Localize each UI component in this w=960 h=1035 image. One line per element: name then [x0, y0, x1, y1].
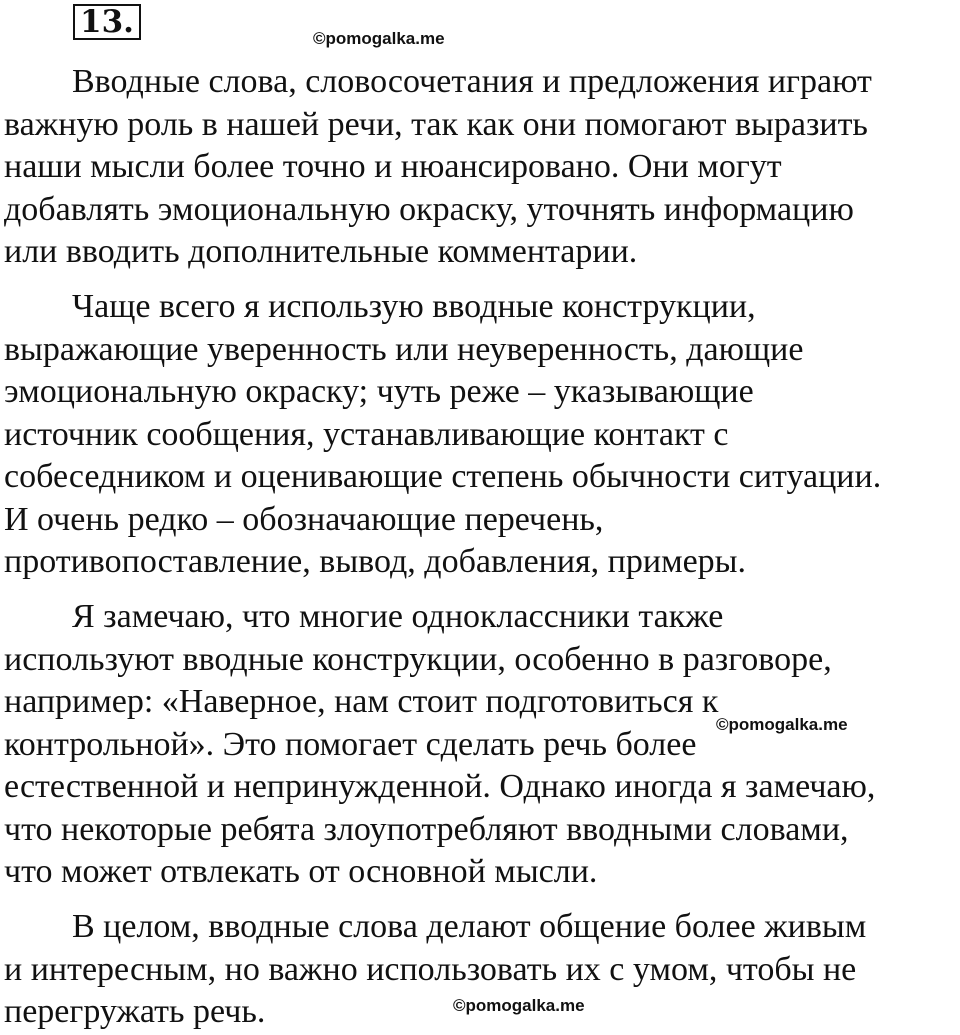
watermark: ©pomogalka.me	[453, 996, 585, 1015]
text-line: контрольной». Это помогает сделать речь более	[4, 726, 697, 763]
text-line: И очень редко – обозначающие перечень,	[4, 501, 604, 538]
text-line: добавлять эмоциональную окраску, уточнять информацию	[4, 191, 854, 228]
text-line: важную роль в нашей речи, так как они помогают выразить	[4, 106, 868, 143]
text-line: В целом, вводные слова делают общение более живым	[72, 908, 867, 945]
text-line: например: «Наверное, нам стоит подготовиться к	[4, 683, 719, 720]
text-line: наши мысли более точно и нюансировано. Они могут	[4, 148, 782, 185]
watermark: ©pomogalka.me	[313, 29, 445, 48]
text-line: эмоциональную окраску; чуть реже – указывающие	[4, 373, 754, 410]
text-line: и интересным, но важно использовать их с умом, чтобы не	[4, 951, 857, 988]
text-line: естественной и непринужденной. Однако иногда я замечаю,	[4, 768, 876, 805]
text-line: источник сообщения, устанавливающие контакт с	[4, 416, 729, 453]
watermark: ©pomogalka.me	[716, 715, 848, 734]
text-line: собеседником и оценивающие степень обычности ситуации.	[4, 458, 882, 495]
text-line: Я замечаю, что многие одноклассники также	[72, 598, 724, 635]
text-line: что может отвлекать от основной мысли.	[4, 853, 598, 890]
text-line: Чаще всего я использую вводные конструкции,	[72, 288, 756, 325]
exercise-number: 13.	[73, 4, 141, 40]
text-line: противопоставление, вывод, добавления, примеры.	[4, 543, 747, 580]
text-line: выражающие уверенность или неуверенность, дающие	[4, 331, 804, 368]
text-line: что некоторые ребята злоупотребляют вводными словами,	[4, 811, 849, 848]
text-line: или вводить дополнительные комментарии.	[4, 233, 638, 270]
text-line: Вводные слова, словосочетания и предложения играют	[72, 63, 872, 100]
text-line: перегружать речь.	[4, 993, 266, 1030]
text-line: используют вводные конструкции, особенно в разговоре,	[4, 641, 832, 678]
